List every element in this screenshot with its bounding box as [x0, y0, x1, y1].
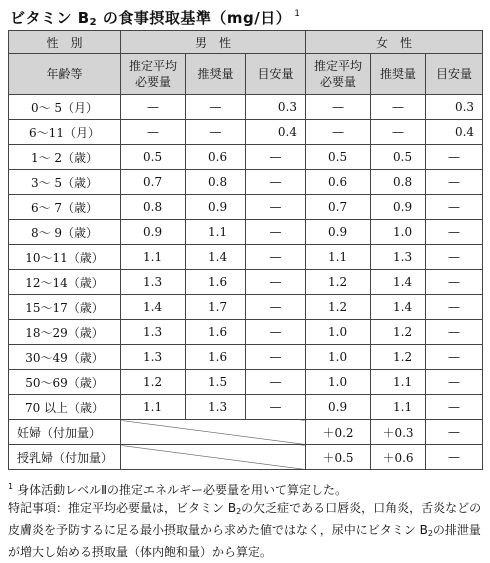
intake-standards-table	[8, 30, 483, 470]
male-ai-cell: —	[246, 220, 306, 245]
male-ear-cell: 0.5	[121, 145, 186, 170]
female-rda-cell: —	[371, 95, 426, 120]
special-note-text: の欠乏症である口唇炎，口角炎，舌炎などの皮膚炎を予防するに足る最小摂取量から求めた値ではなく，尿中にビタミン B	[8, 501, 482, 537]
age-cell: 8～ 9（歳）	[9, 220, 121, 245]
male-header: 男 性	[121, 31, 306, 54]
female-ear-cell: 0.6	[306, 170, 371, 195]
female-ear-cell: 0.7	[306, 195, 371, 220]
table-row	[9, 320, 483, 345]
female-ai-cell: —	[426, 270, 483, 295]
female-ai-cell: —	[426, 420, 483, 445]
footnote-1	[8, 478, 486, 499]
age-cell: 18～29（歳）	[9, 320, 121, 345]
female-ai-cell: —	[426, 195, 483, 220]
female-ai-cell: —	[426, 245, 483, 270]
title-text-rest: の食事摂取基準（mg/日）	[97, 9, 292, 27]
footnote-1-text: 身体活動レベルⅡの推定エネルギー必要量を用いて算定した。	[17, 483, 348, 497]
special-note-text: の排泄量が増大し始める摂取量（体内飽和量）から算定。	[8, 523, 481, 559]
male-ear-cell: 0.9	[121, 220, 186, 245]
male-rda-cell: 0.8	[186, 170, 246, 195]
age-cell: 6～11（月）	[9, 120, 121, 145]
male-ai-cell: 0.4	[246, 120, 306, 145]
age-cell: 10～11（歳）	[9, 245, 121, 270]
row-label-lactating: 授乳婦（付加量）	[9, 445, 121, 470]
age-cell: 1～ 2（歳）	[9, 145, 121, 170]
male-ai-cell: —	[246, 195, 306, 220]
female-rda-cell: 1.4	[371, 295, 426, 320]
female-rda-header: 推奨量	[371, 54, 426, 95]
male-ai-cell: —	[246, 320, 306, 345]
male-rda-cell: 1.6	[186, 320, 246, 345]
table-row-lactating	[9, 445, 483, 470]
female-ai-header: 目安量	[426, 54, 483, 95]
table-row-pregnant	[9, 420, 483, 445]
female-rda-cell: 1.4	[371, 270, 426, 295]
male-ai-cell: —	[246, 270, 306, 295]
female-ai-cell: —	[426, 370, 483, 395]
male-ai-header: 目安量	[246, 54, 306, 95]
female-ear-cell: ＋0.5	[306, 445, 371, 470]
table-row	[9, 120, 483, 145]
male-ear-cell: 1.4	[121, 295, 186, 320]
female-ai-cell: —	[426, 320, 483, 345]
ear-line2: 必要量	[320, 75, 357, 89]
female-ai-cell: —	[426, 445, 483, 470]
female-rda-cell: 0.5	[371, 145, 426, 170]
male-ear-cell: 1.1	[121, 245, 186, 270]
male-rda-cell: 1.6	[186, 270, 246, 295]
female-rda-cell: ＋0.3	[371, 420, 426, 445]
female-ear-cell: 0.9	[306, 395, 371, 420]
male-ai-cell: —	[246, 245, 306, 270]
male-ai-cell: 0.3	[246, 95, 306, 120]
female-rda-cell: 1.1	[371, 395, 426, 420]
table-row	[9, 95, 483, 120]
male-ai-cell: —	[246, 295, 306, 320]
age-cell: 3～ 5（歳）	[9, 170, 121, 195]
age-header: 年齢等	[9, 54, 121, 95]
age-cell: 15～17（歳）	[9, 295, 121, 320]
male-ear-cell: 1.3	[121, 270, 186, 295]
header-row-sex	[9, 31, 483, 54]
age-cell: 70 以上（歳）	[9, 395, 121, 420]
female-ai-cell: 0.4	[426, 120, 483, 145]
header-row-columns	[9, 54, 483, 95]
male-ai-cell: —	[246, 170, 306, 195]
female-ear-cell: 1.0	[306, 370, 371, 395]
male-rda-cell: 1.7	[186, 295, 246, 320]
special-note	[8, 499, 486, 561]
female-ear-cell: 1.2	[306, 295, 371, 320]
female-ear-cell: 1.1	[306, 245, 371, 270]
table-row	[9, 170, 483, 195]
age-cell: 0～ 5（月）	[9, 95, 121, 120]
female-ear-cell: 1.2	[306, 270, 371, 295]
male-ear-cell: —	[121, 95, 186, 120]
age-cell: 30～49（歳）	[9, 345, 121, 370]
male-rda-cell: 1.4	[186, 245, 246, 270]
special-note-text: 特記事項：推定平均必要量は，ビタミン B	[8, 501, 237, 515]
female-ear-cell: 0.5	[306, 145, 371, 170]
male-ear-cell: 1.1	[121, 395, 186, 420]
table-row	[9, 195, 483, 220]
female-ai-cell: —	[426, 395, 483, 420]
male-ear-cell: 0.7	[121, 170, 186, 195]
female-rda-cell: 1.0	[371, 220, 426, 245]
male-rda-cell: 0.6	[186, 145, 246, 170]
female-rda-cell: ＋0.6	[371, 445, 426, 470]
male-rda-cell: 1.1	[186, 220, 246, 245]
male-rda-header: 推奨量	[186, 54, 246, 95]
row-label-pregnant: 妊婦（付加量）	[9, 420, 121, 445]
female-rda-cell: 1.3	[371, 245, 426, 270]
male-ai-cell: —	[246, 145, 306, 170]
male-ear-header	[121, 54, 186, 95]
female-ear-cell: 1.0	[306, 345, 371, 370]
age-cell: 6～ 7（歳）	[9, 195, 121, 220]
female-ai-cell: —	[426, 345, 483, 370]
title-subscript: 2	[89, 17, 98, 28]
ear-line1: 推定平均	[128, 59, 177, 73]
male-rda-cell: 1.5	[186, 370, 246, 395]
table-row	[9, 370, 483, 395]
age-cell: 12～14（歳）	[9, 270, 121, 295]
table-row	[9, 145, 483, 170]
male-ear-cell: 1.2	[121, 370, 186, 395]
male-ear-cell: 1.3	[121, 320, 186, 345]
table-row	[9, 220, 483, 245]
table-row	[9, 345, 483, 370]
title-text: ビタミン B	[10, 9, 90, 27]
footnote-mark: 1	[8, 482, 14, 491]
table-row	[9, 270, 483, 295]
female-rda-cell: 1.2	[371, 345, 426, 370]
female-rda-cell: —	[371, 120, 426, 145]
age-cell: 50～69（歳）	[9, 370, 121, 395]
male-rda-cell: 1.3	[186, 395, 246, 420]
ear-line2: 必要量	[134, 75, 171, 89]
footnotes	[8, 478, 486, 561]
page-title	[10, 2, 480, 26]
subscript: 2	[427, 529, 433, 538]
diagonal-empty-cell	[121, 445, 306, 470]
female-rda-cell: 1.1	[371, 370, 426, 395]
diagonal-empty-cell	[121, 420, 306, 445]
female-ai-cell: —	[426, 295, 483, 320]
female-ai-cell: —	[426, 220, 483, 245]
title-footnote-mark: 1	[294, 9, 301, 19]
female-ear-header	[306, 54, 371, 95]
female-rda-cell: 0.9	[371, 195, 426, 220]
table-row	[9, 245, 483, 270]
female-ear-cell: —	[306, 120, 371, 145]
male-rda-cell: 0.9	[186, 195, 246, 220]
female-ear-cell: —	[306, 95, 371, 120]
sex-header: 性 別	[9, 31, 121, 54]
female-ai-cell: —	[426, 145, 483, 170]
male-rda-cell: 1.6	[186, 345, 246, 370]
male-ear-cell: —	[121, 120, 186, 145]
male-rda-cell: —	[186, 95, 246, 120]
female-rda-cell: 1.2	[371, 320, 426, 345]
subscript: 2	[236, 507, 242, 516]
female-ai-cell: 0.3	[426, 95, 483, 120]
male-ai-cell: —	[246, 345, 306, 370]
ear-line1: 推定平均	[314, 59, 363, 73]
table-row	[9, 295, 483, 320]
female-ai-cell: —	[426, 170, 483, 195]
female-rda-cell: 0.8	[371, 170, 426, 195]
female-ear-cell: 1.0	[306, 320, 371, 345]
female-ear-cell: 0.9	[306, 220, 371, 245]
table-row	[9, 395, 483, 420]
male-ai-cell: —	[246, 395, 306, 420]
table-body	[9, 95, 483, 420]
male-ear-cell: 1.3	[121, 345, 186, 370]
male-ear-cell: 0.8	[121, 195, 186, 220]
female-ear-cell: ＋0.2	[306, 420, 371, 445]
male-ai-cell: —	[246, 370, 306, 395]
male-rda-cell: —	[186, 120, 246, 145]
female-header: 女 性	[306, 31, 483, 54]
